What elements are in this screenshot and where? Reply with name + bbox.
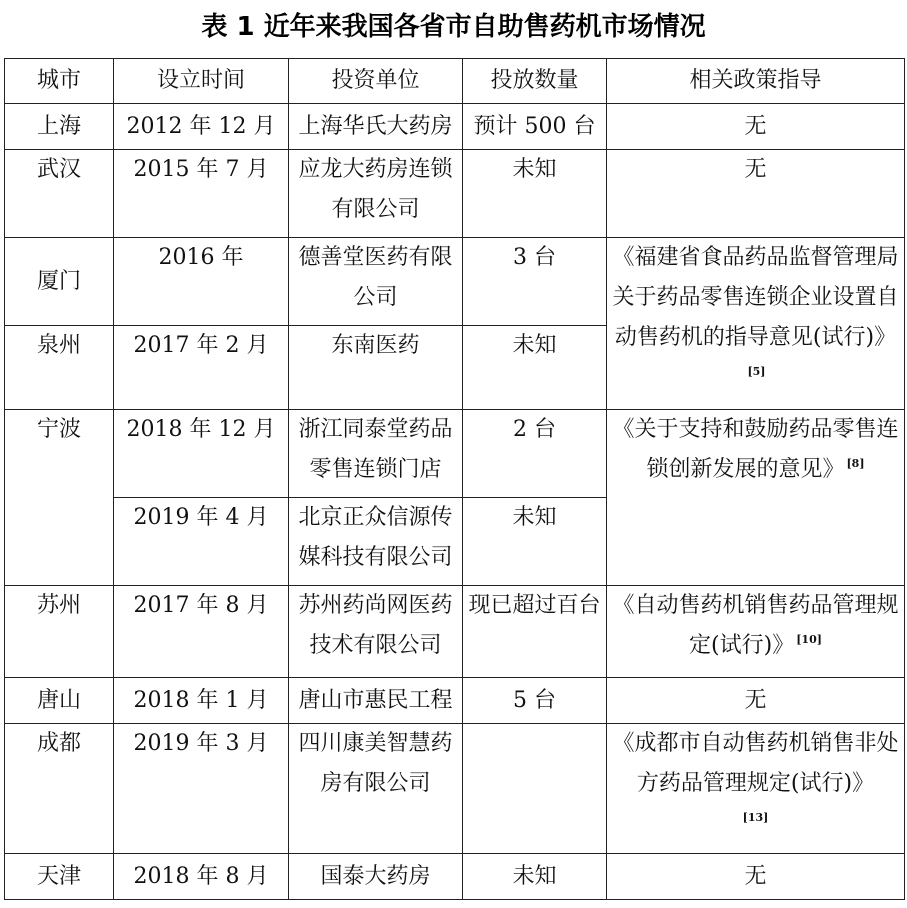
cell-investor: 唐山市惠民工程 <box>289 678 463 724</box>
cell-investor: 浙江同泰堂药品零售连锁门店 <box>289 410 463 498</box>
cell-quantity <box>463 724 607 854</box>
cell-date: 2018 年 12 月 <box>114 410 289 498</box>
cell-policy: 无 <box>607 854 905 900</box>
table-row <box>5 854 905 900</box>
cell-investor: 德善堂医药有限公司 <box>289 238 463 326</box>
cell-quantity: 现已超过百台 <box>463 586 607 678</box>
cell-investor: 北京正众信源传媒科技有限公司 <box>289 498 463 586</box>
cell-city: 成都 <box>5 724 114 854</box>
cell-quantity: 未知 <box>463 150 607 238</box>
policy-text: 《福建省食品药品监督管理局关于药品零售连锁企业设置自动售药机的指导意见(试行)》 <box>612 245 899 350</box>
cell-quantity: 3 台 <box>463 238 607 326</box>
cell-investor: 上海华氏大药房 <box>289 104 463 150</box>
cell-city: 天津 <box>5 854 114 900</box>
cell-investor: 苏州药尚网医药技术有限公司 <box>289 586 463 678</box>
cell-policy: 无 <box>607 150 905 238</box>
cell-date: 2012 年 12 月 <box>114 104 289 150</box>
cell-quantity: 预计 500 台 <box>463 104 607 150</box>
citation-ref: [5] <box>747 365 766 378</box>
cell-city: 上海 <box>5 104 114 150</box>
cell-investor: 四川康美智慧药房有限公司 <box>289 724 463 854</box>
cell-investor: 国泰大药房 <box>289 854 463 900</box>
cell-city: 武汉 <box>5 150 114 238</box>
cell-policy: 无 <box>607 678 905 724</box>
cell-quantity: 未知 <box>463 854 607 900</box>
header-date: 设立时间 <box>114 59 289 104</box>
cell-date: 2016 年 <box>114 238 289 326</box>
cell-date: 2017 年 2 月 <box>114 326 289 410</box>
table-row <box>5 150 905 238</box>
cell-city: 厦门 <box>5 238 114 326</box>
citation-ref: [10] <box>796 633 822 646</box>
table-row <box>5 410 905 498</box>
policy-text: 《关于支持和鼓励药品零售连锁创新发展的意见》 <box>612 417 899 482</box>
cell-date: 2015 年 7 月 <box>114 150 289 238</box>
cell-date: 2017 年 8 月 <box>114 586 289 678</box>
header-row <box>5 59 905 104</box>
cell-date: 2018 年 1 月 <box>114 678 289 724</box>
citation-ref: [13] <box>742 811 769 824</box>
cell-investor: 东南医药 <box>289 326 463 410</box>
table-title: 表 1 近年来我国各省市自助售药机市场情况 <box>201 12 706 42</box>
header-policy: 相关政策指导 <box>607 59 905 104</box>
cell-quantity: 2 台 <box>463 410 607 498</box>
table-row <box>5 104 905 150</box>
table-row <box>5 678 905 724</box>
cell-policy: 无 <box>607 104 905 150</box>
cell-city: 泉州 <box>5 326 114 410</box>
header-investor: 投资单位 <box>289 59 463 104</box>
table-row <box>5 724 905 854</box>
policy-text: 《成都市自动售药机销售非处方药品管理规定(试行)》 <box>612 731 899 796</box>
table-row <box>5 238 905 326</box>
cell-quantity: 未知 <box>463 498 607 586</box>
market-table <box>4 58 905 900</box>
policy-text: 《自动售药机销售药品管理规定(试行)》 <box>612 593 899 658</box>
header-quantity: 投放数量 <box>463 59 607 104</box>
cell-policy <box>607 410 905 586</box>
cell-city: 唐山 <box>5 678 114 724</box>
cell-policy <box>607 238 905 410</box>
cell-quantity: 5 台 <box>463 678 607 724</box>
cell-investor: 应龙大药房连锁有限公司 <box>289 150 463 238</box>
cell-date: 2018 年 8 月 <box>114 854 289 900</box>
cell-policy <box>607 724 905 854</box>
header-city: 城市 <box>5 59 114 104</box>
citation-ref: [8] <box>846 457 865 470</box>
cell-policy <box>607 586 905 678</box>
cell-date: 2019 年 3 月 <box>114 724 289 854</box>
cell-city: 苏州 <box>5 586 114 678</box>
cell-city: 宁波 <box>5 410 114 586</box>
cell-date: 2019 年 4 月 <box>114 498 289 586</box>
table-row <box>5 586 905 678</box>
cell-quantity: 未知 <box>463 326 607 410</box>
